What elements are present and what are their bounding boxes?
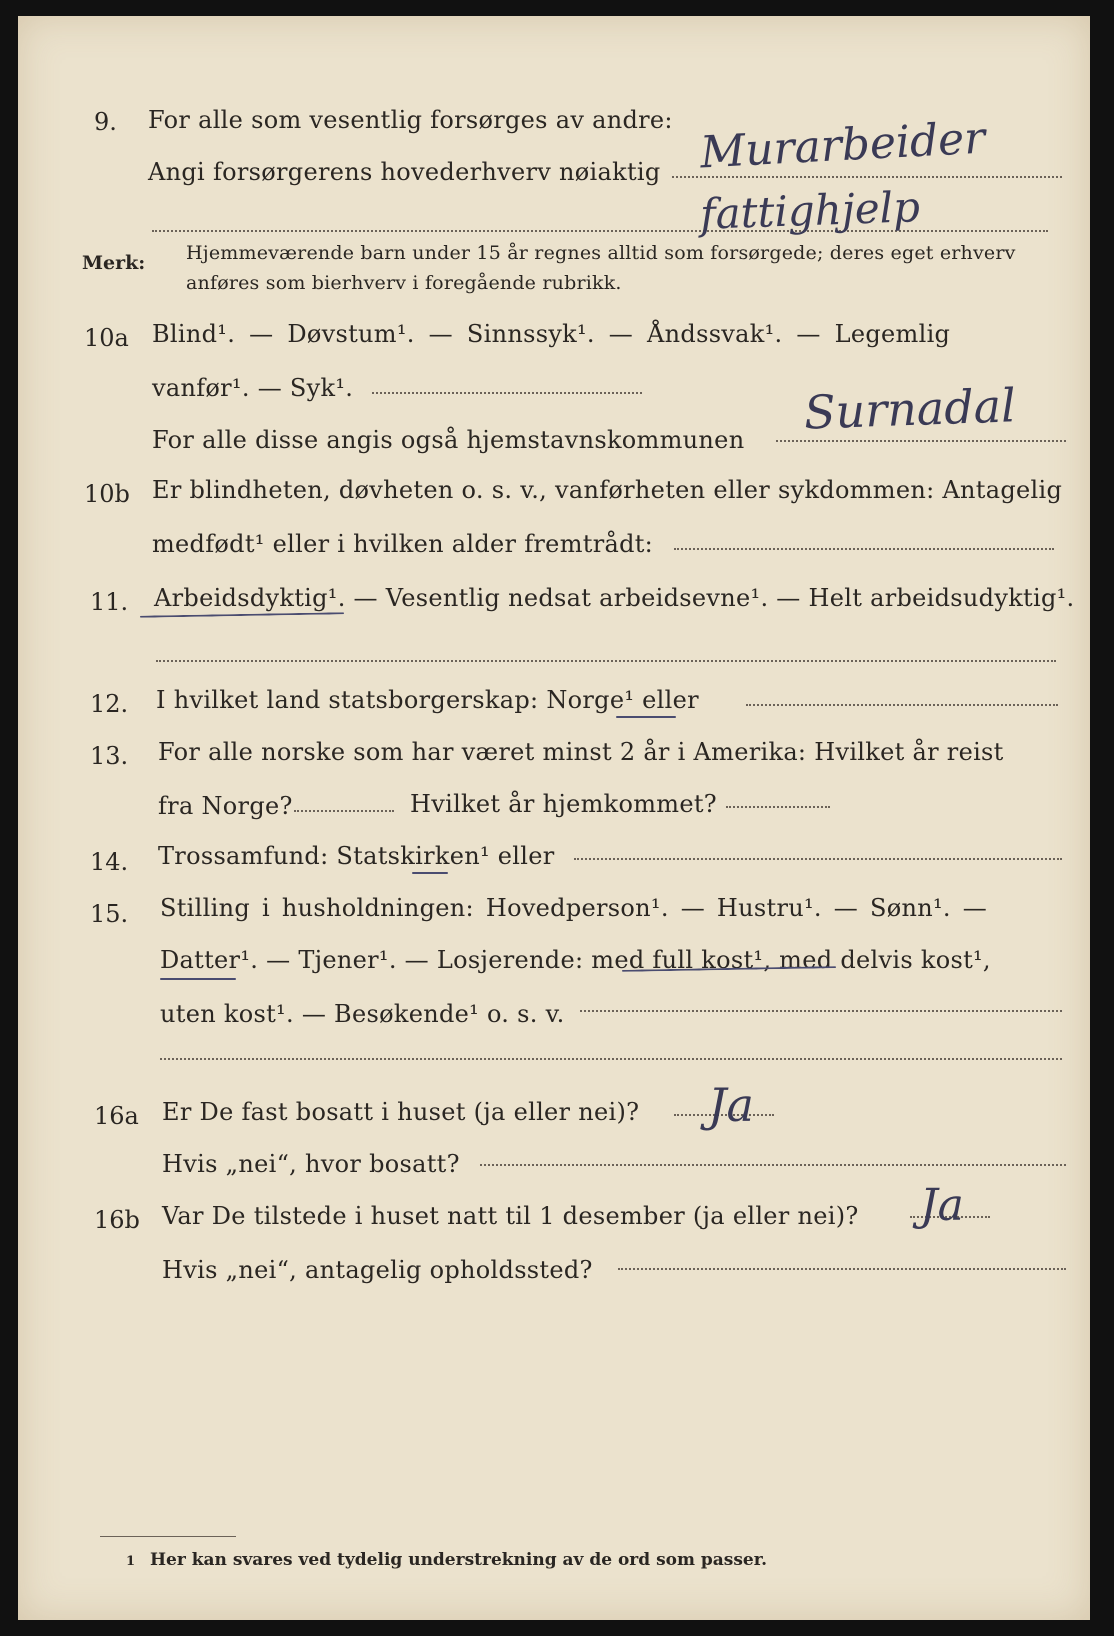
question-9-text-line2: Angi forsørgerens hovederhverv nøiaktig — [148, 158, 661, 186]
question-12-text: I hvilket land statsborgerskap: Norge¹ eller — [156, 686, 699, 714]
question-16b-text: Var De tilstede i huset natt til 1 desember (ja eller nei)? — [162, 1202, 859, 1230]
scan-border-top — [0, 0, 1114, 16]
question-10a-number: 10a — [84, 324, 129, 352]
answer-line — [618, 1268, 1066, 1270]
question-13-text: For alle norske som har været minst 2 år i Amerika: Hvilket år reist — [158, 738, 1004, 766]
answer-line — [294, 810, 394, 812]
handwritten-answer-bosatt: Ja — [708, 1078, 754, 1132]
answer-line — [480, 1164, 1066, 1166]
answer-line — [746, 704, 1058, 706]
question-14-number: 14. — [90, 848, 129, 876]
question-16a-number: 16a — [94, 1102, 139, 1130]
handwritten-answer-tilstede: Ja — [920, 1180, 964, 1231]
handwritten-underline-statskirken — [412, 872, 448, 874]
question-13-number: 13. — [90, 742, 129, 770]
question-9-text: For alle som vesentlig forsørges av andre: — [148, 106, 673, 134]
question-16b-text-line2: Hvis „nei“, antagelig opholdssted? — [162, 1256, 593, 1284]
question-11-number: 11. — [90, 588, 129, 616]
question-13-text-line2a: fra Norge? — [158, 792, 293, 820]
handwritten-answer-home-municipality: Surnadal — [803, 378, 1017, 440]
answer-line — [574, 858, 1062, 860]
question-14-text: Trossamfund: Statskirken¹ eller — [158, 842, 555, 870]
question-16a-text-line2: Hvis „nei“, hvor bosatt? — [162, 1150, 460, 1178]
handwritten-answer-occupation: Murarbeider — [698, 112, 987, 179]
handwritten-underline-datter — [160, 978, 236, 980]
question-9-number: 9. — [94, 108, 117, 136]
question-10a-text: Blind¹. — Døvstum¹. — Sinnssyk¹. — Åndssvak¹. — Legemlig — [152, 320, 951, 348]
note-label: Merk: — [82, 252, 146, 274]
question-10b-number: 10b — [84, 480, 130, 508]
footnote-text: Her kan svares ved tydelig understrekning av de ord som passer. — [150, 1550, 768, 1570]
question-15-text-line3: uten kost¹. — Besøkende¹ o. s. v. — [160, 1000, 565, 1028]
note-text: Hjemmeværende barn under 15 år regnes alltid som forsørgede; deres eget erhverv — [186, 242, 1016, 264]
answer-line — [156, 660, 1056, 662]
answer-line — [160, 1058, 1062, 1060]
question-11-text: Arbeidsdyktig¹. — Vesentlig nedsat arbeidsevne¹. — Helt arbeidsudyktig¹. — [154, 584, 1075, 612]
answer-line — [580, 1010, 1062, 1012]
question-10a-text-line3: For alle disse angis også hjemstavnskommunen — [152, 426, 745, 454]
answer-line — [726, 806, 830, 808]
scan-border-bottom — [0, 1620, 1114, 1636]
answer-line — [674, 548, 1054, 550]
question-16a-text: Er De fast bosatt i huset (ja eller nei)? — [162, 1098, 640, 1126]
handwritten-underline-norge — [616, 716, 676, 718]
answer-line — [776, 440, 1066, 442]
question-12-number: 12. — [90, 690, 129, 718]
question-10a-text-line2: vanfør¹. — Syk¹. — [152, 374, 354, 402]
answer-line — [372, 392, 642, 394]
question-15-number: 15. — [90, 900, 129, 928]
question-15-text: Stilling i husholdningen: Hovedperson¹. — Hustru¹. — Sønn¹. — — [160, 894, 988, 922]
footnote-mark: 1 — [126, 1554, 136, 1569]
handwritten-answer-support: fattighjelp — [699, 182, 921, 239]
scan-border-left — [0, 0, 18, 1636]
question-15-text-line2: Datter¹. — Tjener¹. — Losjerende: med full kost¹, med delvis kost¹, — [160, 946, 991, 974]
question-13-text-line2b: Hvilket år hjemkommet? — [410, 790, 717, 818]
question-10b-text-line2: medfødt¹ eller i hvilken alder fremtrådt: — [152, 530, 654, 558]
footnote-separator — [100, 1536, 236, 1537]
scan-border-right — [1090, 0, 1114, 1636]
question-10b-text: Er blindheten, døvheten o. s. v., vanførheten eller sykdommen: Antagelig — [152, 476, 1063, 504]
question-16b-number: 16b — [94, 1206, 140, 1234]
note-text-line2: anføres som bierhverv i foregående rubrikk. — [186, 272, 622, 294]
